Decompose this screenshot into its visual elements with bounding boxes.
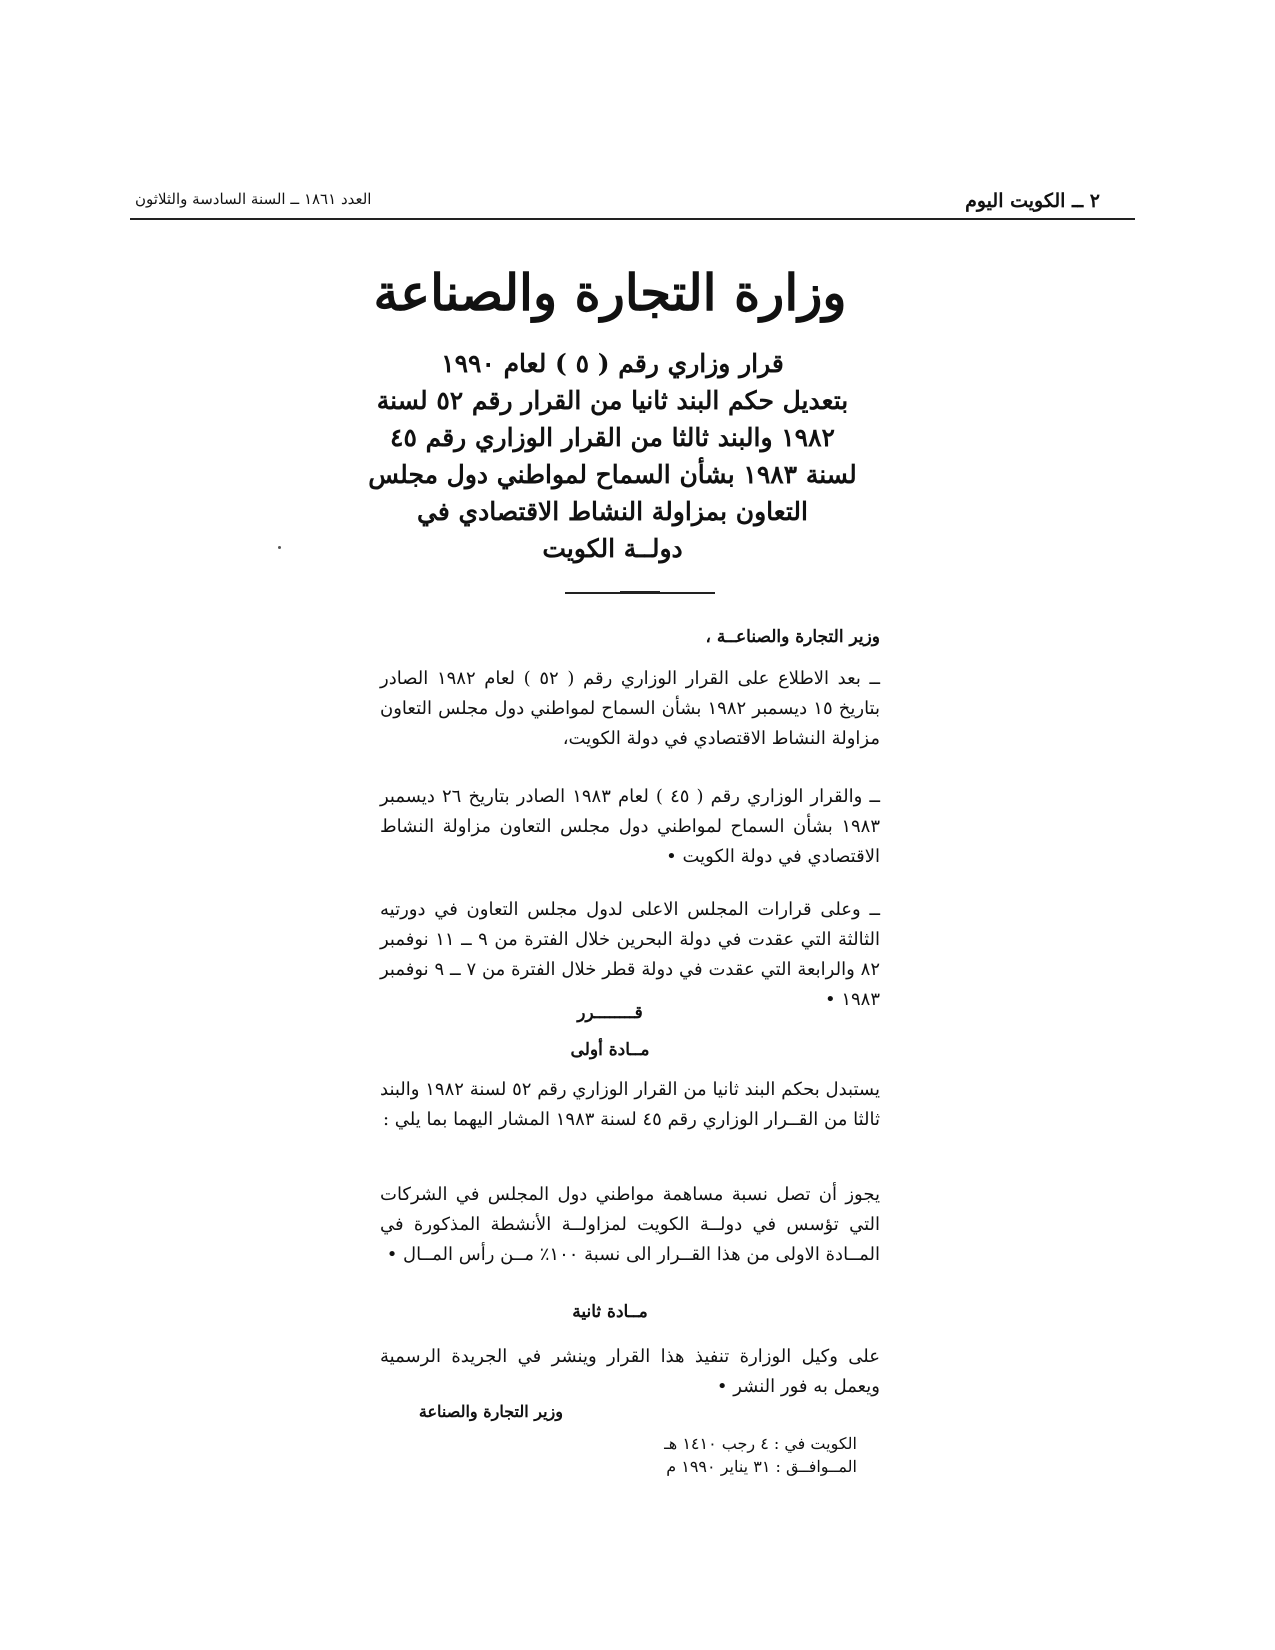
- ministry-name: وزارة التجارة والصناعة: [373, 263, 847, 322]
- decided-heading: قــــــــرر: [577, 1003, 643, 1023]
- title-divider: [565, 592, 715, 594]
- hijri-date: الكويت في : ٤ رجب ١٤١٠ هـ: [664, 1434, 857, 1453]
- decree-title-line: التعاون بمزاولة النشاط الاقتصادي في: [417, 497, 808, 526]
- article-two-text: على وكيل الوزارة تنفيذ هذا القرار وينشر في الجريدة الرسمية ويعمل به فور النشر •: [380, 1346, 880, 1397]
- gregorian-date: المــوافــق : ٣١ يناير ١٩٩٠ م: [666, 1457, 857, 1476]
- preamble-paragraph: ــ بعد الاطلاع على القرار الوزاري رقم ( ٥٢ ) لعام ١٩٨٢ الصادر بتاريخ ١٥ ديسمبر ١٩٨٢ بشأن السماح لمواطني دول مجلس التعاون مزاولة النشاط الاقتصادي في دولة الكويت،: [380, 668, 881, 749]
- decree-title-line: دولــة الكويت: [542, 534, 683, 563]
- preamble-paragraph: ــ والقرار الوزاري رقم ( ٤٥ ) لعام ١٩٨٣ الصادر بتاريخ ٢٦ ديسمبر ١٩٨٣ بشأن السماح لمواطني دول مجلس التعاون مزاولة النشاط الاقتصادي في دولة الكويت •: [380, 786, 881, 867]
- preamble-paragraph: ــ وعلى قرارات المجلس الاعلى لدول مجلس التعاون في دورتيه الثالثة التي عقدت في دولة البحرين خلال الفترة من ٩ ــ ١١ نوفمبر ٨٢ والرابعة التي عقدت في دولة قطر خلال الفترة من ٧ ــ ٩ نوفمبر ١٩٨٣ •: [380, 899, 880, 1010]
- decree-title-line: بتعديل حكم البند ثانيا من القرار رقم ٥٢ لسنة: [376, 386, 849, 415]
- signature-title: وزير التجارة والصناعة: [418, 1402, 563, 1421]
- scan-speck: [278, 546, 281, 549]
- decree-title-line: لسنة ١٩٨٣ بشأن السماح لمواطني دول مجلس: [368, 460, 857, 489]
- article-one-text: يستبدل بحكم البند ثانيا من القرار الوزاري رقم ٥٢ لسنة ١٩٨٢ والبند ثالثا من القــرار الوزاري رقم ٤٥ لسنة ١٩٨٣ المشار اليهما بما يلي :: [380, 1079, 880, 1130]
- decree-title-line: ١٩٨٢ والبند ثالثا من القرار الوزاري رقم ٤٥: [390, 423, 835, 452]
- decree-title: [340, 345, 885, 567]
- decree-title-line: قرار وزاري رقم ( ٥ ) لعام ١٩٩٠: [441, 349, 784, 378]
- article-one-amended-text: يجوز أن تصل نسبة مساهمة مواطني دول المجلس في الشركات التي تؤسس في دولــة الكويت لمزاولــة الأنشطة المذكورة في المــادة الاولى من هذا القــرار الى نسبة ١٠٠٪ مــن رأس المــال •: [380, 1184, 880, 1265]
- header-divider: [130, 218, 1135, 220]
- page-number-title: ٢ ــ الكويت اليوم: [965, 190, 1100, 212]
- minister-salutation: وزير التجارة والصناعــة ،: [705, 627, 880, 647]
- article-two-heading: مــادة ثانية: [572, 1302, 648, 1322]
- article-one-heading: مــادة أولى: [570, 1040, 650, 1060]
- date-block: [664, 1432, 857, 1478]
- issue-info: العدد ١٨٦١ ــ السنة السادسة والثلاثون: [135, 190, 372, 208]
